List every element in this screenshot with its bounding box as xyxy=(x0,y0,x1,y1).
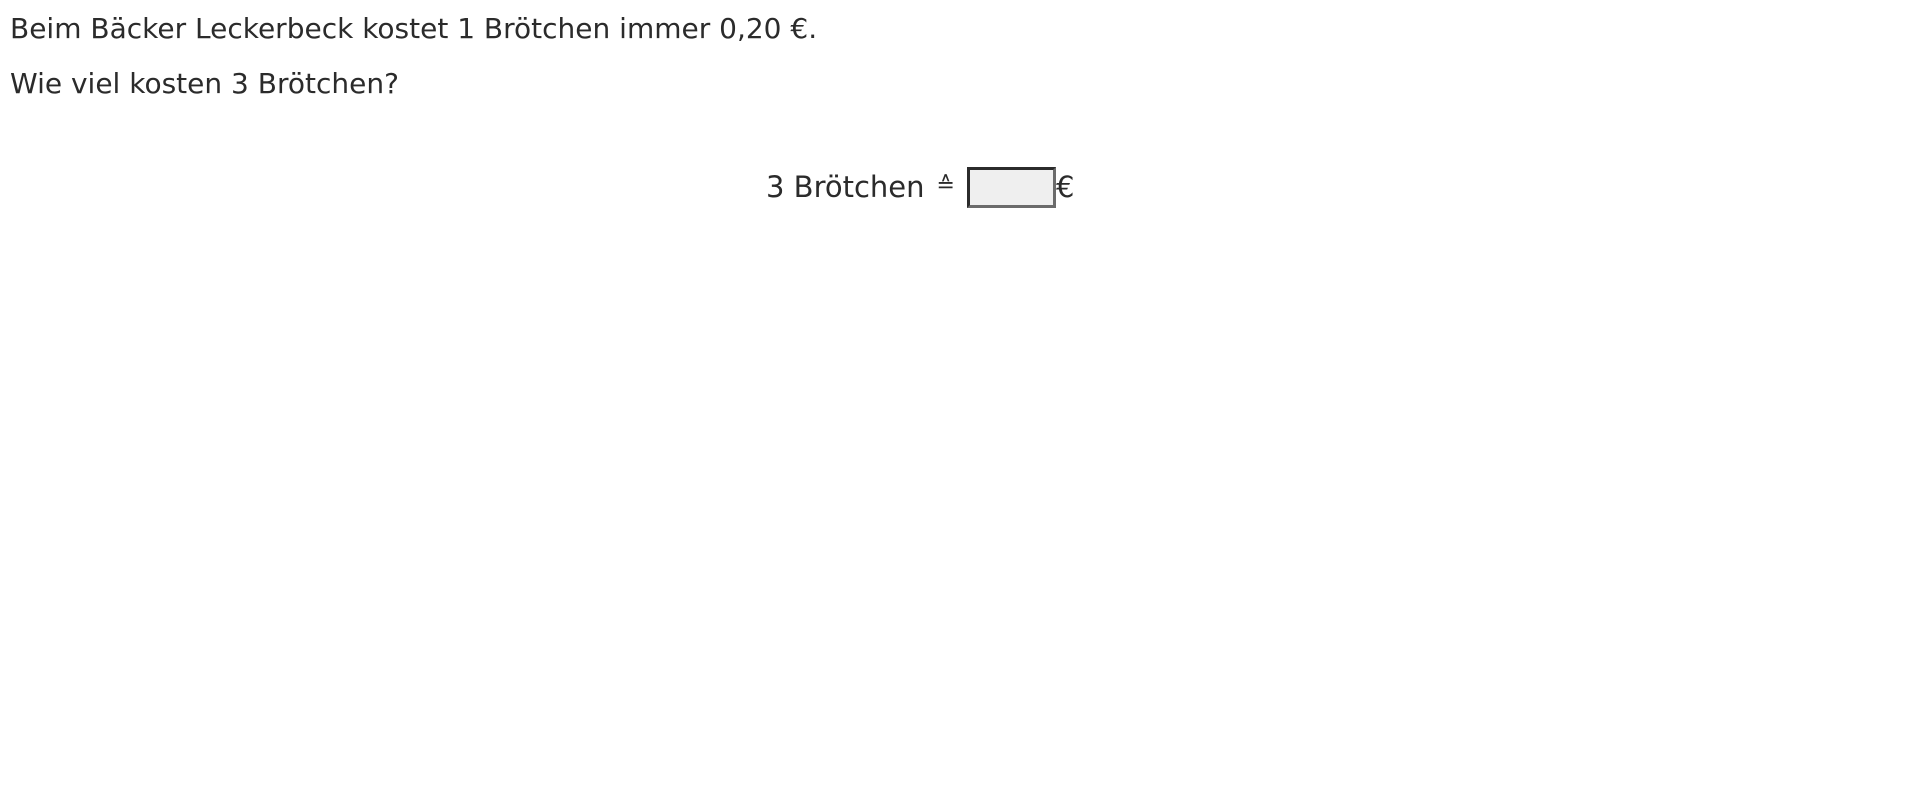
task-question: Wie viel kosten 3 Brötchen? xyxy=(10,67,399,100)
correspondence-symbol: ≙ xyxy=(936,172,955,198)
answer-input[interactable] xyxy=(967,167,1056,208)
euro-unit: € xyxy=(1055,170,1075,204)
task-statement: Beim Bäcker Leckerbeck kostet 1 Brötchen immer 0,20 €. xyxy=(10,12,818,45)
equation-left-label: 3 Brötchen xyxy=(766,170,925,204)
equation-row xyxy=(766,166,1074,208)
